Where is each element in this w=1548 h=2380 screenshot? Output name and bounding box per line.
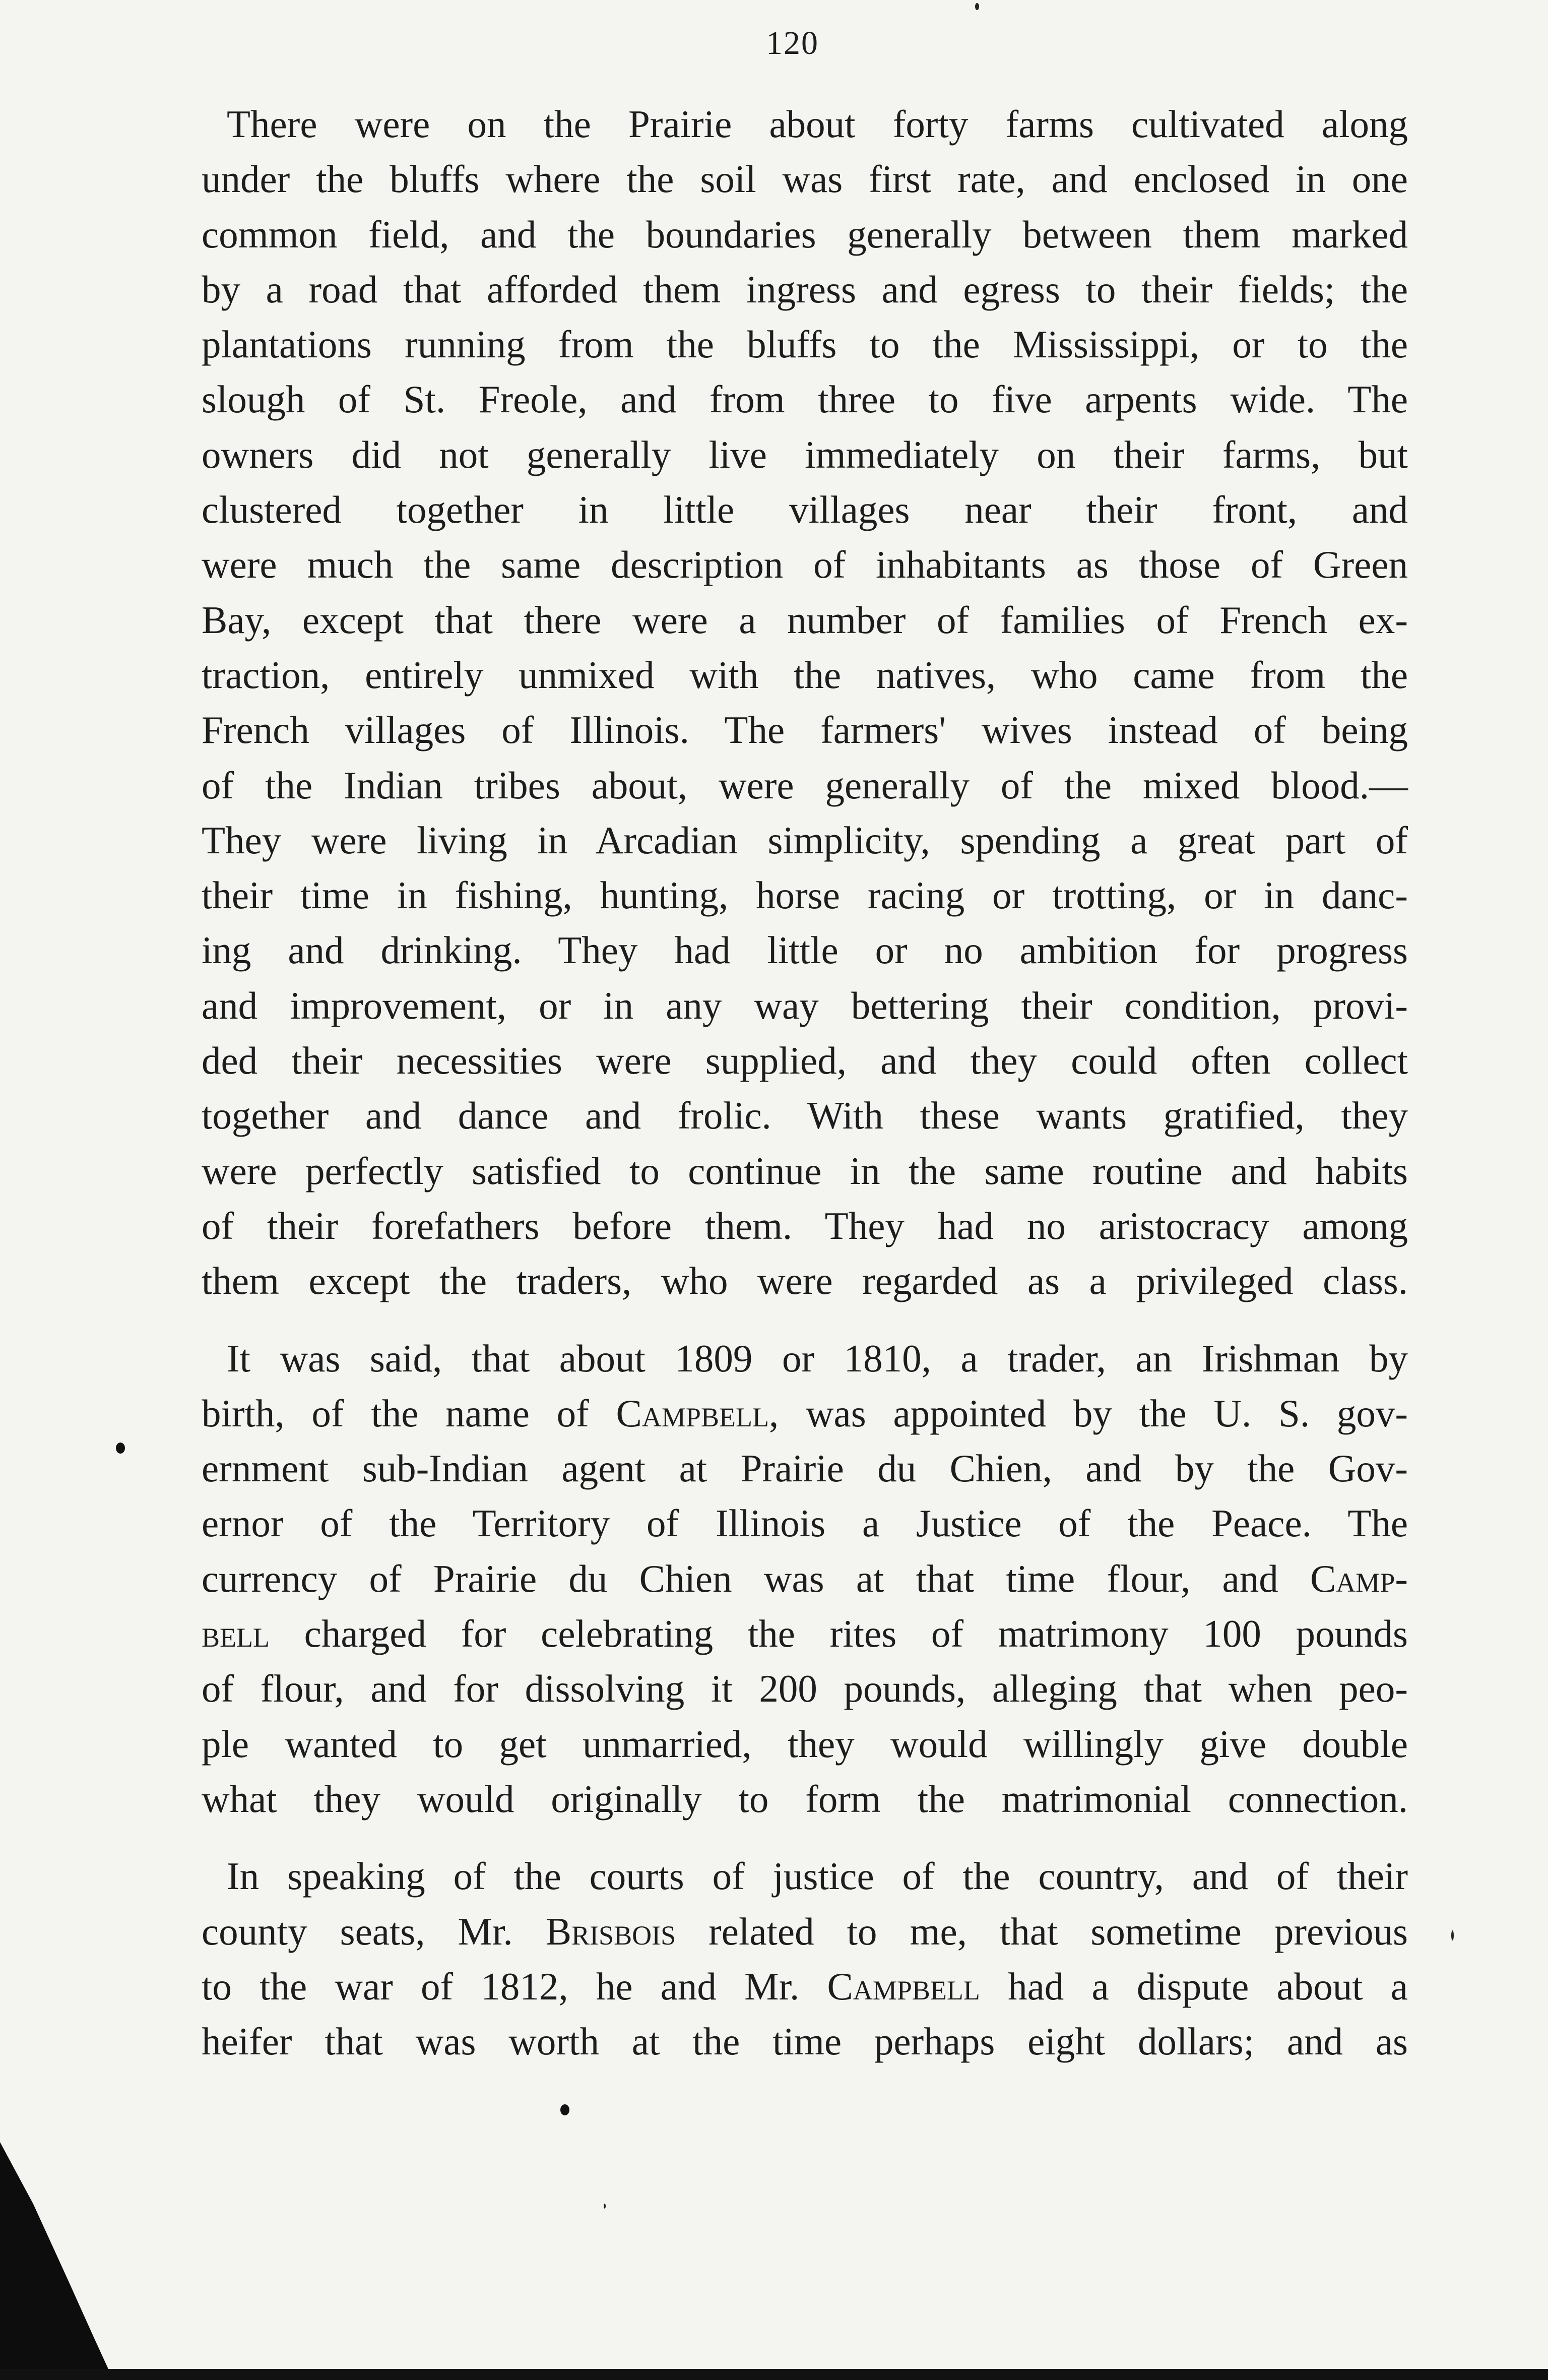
name-campbell: Campbell bbox=[827, 1964, 980, 2008]
print-bullet-mark bbox=[560, 2104, 569, 2115]
text-line: common field, and the boundaries generally between them marked bbox=[202, 212, 1408, 256]
text-line: them except the traders, who were regarded as a privileged class. bbox=[202, 1259, 1408, 1303]
body-text bbox=[202, 97, 1408, 2069]
paragraph-1 bbox=[202, 97, 1408, 1309]
text-line: They were living in Arcadian simplicity, spending a great part of bbox=[202, 818, 1408, 862]
text-line: heifer that was worth at the time perhaps eight dollars; and as bbox=[202, 2020, 1408, 2063]
paragraph-2 bbox=[202, 1331, 1408, 1827]
scan-bottom-edge bbox=[0, 2369, 1548, 2380]
text-line: clustered together in little villages near their front, and bbox=[202, 488, 1408, 532]
paragraph-3 bbox=[202, 1849, 1408, 2069]
text-line: of flour, and for dissolving it 200 pounds, alleging that when peo- bbox=[202, 1667, 1408, 1711]
name-campbell-part: bell bbox=[202, 1612, 270, 1656]
text-line: were much the same description of inhabitants as those of Green bbox=[202, 543, 1408, 587]
text-line: currency of Prairie du Chien was at that time flour, and Camp- bbox=[202, 1556, 1408, 1600]
ink-speck bbox=[604, 2204, 606, 2209]
scan-corner-shadow bbox=[0, 2142, 151, 2380]
text-line: what they would originally to form the matrimonial connection. bbox=[202, 1777, 1408, 1821]
text-line: It was said, that about 1809 or 1810, a trader, an Irishman by bbox=[227, 1336, 1408, 1380]
text-line: French villages of Illinois. The farmers' wives instead of being bbox=[202, 708, 1408, 752]
name-campbell-part: Camp- bbox=[1310, 1556, 1408, 1600]
text-line: There were on the Prairie about forty farms cultivated along bbox=[227, 102, 1408, 146]
text-line: by a road that afforded them ingress and egress to their fields; the bbox=[202, 267, 1408, 311]
text-line: together and dance and frolic. With these wants gratified, they bbox=[202, 1094, 1408, 1138]
text-line: and improvement, or in any way bettering their condition, provi- bbox=[202, 983, 1408, 1027]
text-line: slough of St. Freole, and from three to five arpents wide. The bbox=[202, 378, 1408, 421]
text-line: of the Indian tribes about, were generally of the mixed blood.— bbox=[202, 763, 1408, 807]
name-campbell: Campbell bbox=[616, 1391, 769, 1435]
text-line: of their forefathers before them. They had no aristocracy among bbox=[202, 1204, 1408, 1247]
text-line: ing and drinking. They had little or no ambition for progress bbox=[202, 928, 1408, 972]
page-number: 120 bbox=[766, 25, 819, 61]
text-line: ded their necessities were supplied, and they could often collect bbox=[202, 1039, 1408, 1083]
text-line: under the bluffs where the soil was first rate, and enclosed in one bbox=[202, 157, 1408, 201]
text-line: In speaking of the courts of justice of the country, and of their bbox=[227, 1854, 1408, 1898]
text-line: county seats, Mr. Brisbois related to me, that sometime previous bbox=[202, 1909, 1408, 1953]
print-bullet-mark bbox=[116, 1443, 125, 1454]
text-line: to the war of 1812, he and Mr. Campbell had a dispute about a bbox=[202, 1964, 1408, 2008]
text-line: ernment sub-Indian agent at Prairie du Chien, and by the Gov- bbox=[202, 1447, 1408, 1490]
text-line: owners did not generally live immediately on their farms, but bbox=[202, 432, 1408, 476]
text-line: birth, of the name of Campbell, was appointed by the U. S. gov- bbox=[202, 1391, 1408, 1435]
text-line: bell charged for celebrating the rites of matrimony 100 pounds bbox=[202, 1612, 1408, 1656]
name-brisbois: Brisbois bbox=[545, 1909, 676, 1953]
ink-speck bbox=[1451, 1930, 1454, 1940]
text-line: ernor of the Territory of Illinois a Justice of the Peace. The bbox=[202, 1501, 1408, 1545]
text-line: Bay, except that there were a number of families of French ex- bbox=[202, 598, 1408, 642]
text-line: traction, entirely unmixed with the natives, who came from the bbox=[202, 653, 1408, 697]
text-line: ple wanted to get unmarried, they would willingly give double bbox=[202, 1722, 1408, 1766]
text-line: plantations running from the bluffs to the Mississippi, or to the bbox=[202, 323, 1408, 366]
ink-speck bbox=[975, 3, 979, 10]
text-line: were perfectly satisfied to continue in the same routine and habits bbox=[202, 1149, 1408, 1193]
text-line: their time in fishing, hunting, horse racing or trotting, or in danc- bbox=[202, 873, 1408, 917]
